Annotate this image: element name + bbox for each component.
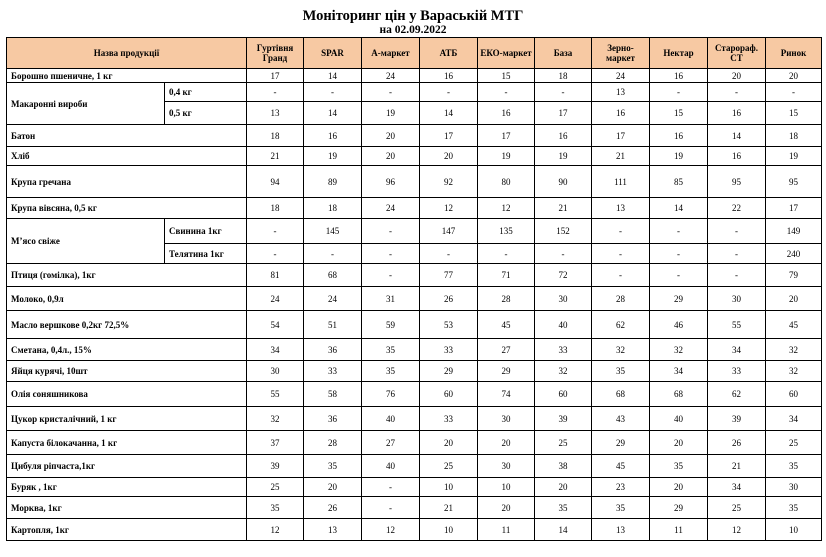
price-cell: 36 xyxy=(304,407,362,431)
product-variant: 0,4 кг xyxy=(165,83,247,102)
price-cell: 18 xyxy=(247,125,304,147)
product-name: Масло вершкове 0,2кг 72,5% xyxy=(7,311,247,339)
price-cell: 27 xyxy=(478,339,535,361)
price-cell: 34 xyxy=(708,339,766,361)
product-name: Хліб xyxy=(7,147,247,166)
price-cell: 145 xyxy=(304,219,362,244)
price-cell: 20 xyxy=(420,431,478,455)
price-cell: 62 xyxy=(592,311,650,339)
product-name: Птиця (гомілка), 1кг xyxy=(7,264,247,287)
price-cell: 36 xyxy=(304,339,362,361)
price-cell: - xyxy=(650,264,708,287)
table-row xyxy=(7,361,822,382)
price-cell: 60 xyxy=(420,382,478,407)
price-cell: - xyxy=(708,83,766,102)
price-cell: 135 xyxy=(478,219,535,244)
price-cell: 24 xyxy=(362,198,420,219)
price-cell: 45 xyxy=(766,311,822,339)
price-cell: 10 xyxy=(766,519,822,541)
price-cell: 15 xyxy=(766,102,822,125)
price-cell: 240 xyxy=(766,244,822,264)
price-cell: 20 xyxy=(766,69,822,83)
product-name: М’ясо свіже xyxy=(7,219,165,264)
table-row xyxy=(7,264,822,287)
product-name: Цукор кристалічний, 1 кг xyxy=(7,407,247,431)
price-cell: 17 xyxy=(247,69,304,83)
price-cell: 20 xyxy=(362,147,420,166)
price-cell: - xyxy=(247,219,304,244)
price-cell: 25 xyxy=(420,455,478,478)
price-cell: - xyxy=(478,244,535,264)
price-cell: 20 xyxy=(650,431,708,455)
price-cell: 31 xyxy=(362,287,420,311)
price-cell: 92 xyxy=(420,166,478,198)
price-cell: 58 xyxy=(304,382,362,407)
price-cell: 15 xyxy=(478,69,535,83)
price-cell: - xyxy=(535,83,592,102)
price-cell: 33 xyxy=(535,339,592,361)
price-cell: 32 xyxy=(766,361,822,382)
product-name: Морква, 1кг xyxy=(7,497,247,519)
price-cell: 14 xyxy=(650,198,708,219)
price-cell: 34 xyxy=(766,407,822,431)
price-cell: 30 xyxy=(766,478,822,497)
price-cell: 34 xyxy=(708,478,766,497)
price-cell: 16 xyxy=(304,125,362,147)
column-header: Ринок xyxy=(766,38,822,69)
price-cell: - xyxy=(708,244,766,264)
table-row xyxy=(7,69,822,83)
price-cell: 30 xyxy=(535,287,592,311)
price-cell: 13 xyxy=(592,198,650,219)
price-cell: 28 xyxy=(592,287,650,311)
price-cell: - xyxy=(708,219,766,244)
price-cell: 16 xyxy=(708,147,766,166)
price-cell: 35 xyxy=(592,361,650,382)
price-cell: 20 xyxy=(478,497,535,519)
price-cell: 76 xyxy=(362,382,420,407)
price-cell: 68 xyxy=(592,382,650,407)
price-cell: 54 xyxy=(247,311,304,339)
price-cell: 19 xyxy=(304,147,362,166)
column-header: ЕКО-маркет xyxy=(478,38,535,69)
table-row xyxy=(7,219,822,244)
price-cell: 27 xyxy=(362,431,420,455)
price-cell: - xyxy=(592,219,650,244)
price-cell: 30 xyxy=(478,407,535,431)
table-row xyxy=(7,455,822,478)
price-cell: 35 xyxy=(362,339,420,361)
price-cell: 14 xyxy=(535,519,592,541)
price-cell: 35 xyxy=(766,497,822,519)
price-cell: 79 xyxy=(766,264,822,287)
price-cell: 74 xyxy=(478,382,535,407)
price-cell: 12 xyxy=(362,519,420,541)
price-cell: 35 xyxy=(592,497,650,519)
price-cell: 21 xyxy=(247,147,304,166)
price-cell: - xyxy=(420,83,478,102)
price-cell: 89 xyxy=(304,166,362,198)
price-cell: 19 xyxy=(362,102,420,125)
price-cell: 26 xyxy=(420,287,478,311)
price-cell: 95 xyxy=(766,166,822,198)
price-cell: - xyxy=(650,219,708,244)
price-cell: 45 xyxy=(592,455,650,478)
price-cell: 16 xyxy=(420,69,478,83)
price-cell: 28 xyxy=(478,287,535,311)
price-cell: 45 xyxy=(478,311,535,339)
price-cell: 39 xyxy=(708,407,766,431)
price-cell: 32 xyxy=(535,361,592,382)
table-row xyxy=(7,311,822,339)
product-name: Картопля, 1кг xyxy=(7,519,247,541)
price-cell: 94 xyxy=(247,166,304,198)
price-cell: - xyxy=(535,244,592,264)
table-row xyxy=(7,478,822,497)
price-cell: 30 xyxy=(708,287,766,311)
price-cell: 16 xyxy=(708,102,766,125)
price-cell: 16 xyxy=(650,69,708,83)
table-row xyxy=(7,431,822,455)
price-cell: 35 xyxy=(247,497,304,519)
price-cell: 24 xyxy=(592,69,650,83)
price-cell: 24 xyxy=(362,69,420,83)
price-cell: 71 xyxy=(478,264,535,287)
product-name: Сметана, 0,4л., 15% xyxy=(7,339,247,361)
price-cell: - xyxy=(362,497,420,519)
price-cell: - xyxy=(304,244,362,264)
price-cell: 33 xyxy=(420,407,478,431)
price-cell: 18 xyxy=(304,198,362,219)
column-header: Назва продукції xyxy=(7,38,247,69)
price-cell: 46 xyxy=(650,311,708,339)
price-cell: 32 xyxy=(766,339,822,361)
price-cell: 14 xyxy=(304,102,362,125)
price-cell: 40 xyxy=(362,455,420,478)
price-cell: 30 xyxy=(478,455,535,478)
price-cell: 35 xyxy=(535,497,592,519)
price-cell: 19 xyxy=(478,147,535,166)
price-cell: 21 xyxy=(592,147,650,166)
table-row xyxy=(7,407,822,431)
price-cell: - xyxy=(362,219,420,244)
price-cell: 19 xyxy=(650,147,708,166)
price-cell: 17 xyxy=(478,125,535,147)
price-cell: 16 xyxy=(478,102,535,125)
column-header: А-маркет xyxy=(362,38,420,69)
price-cell: 11 xyxy=(478,519,535,541)
price-cell: - xyxy=(420,244,478,264)
price-cell: 35 xyxy=(304,455,362,478)
column-header: Старораф. СТ xyxy=(708,38,766,69)
price-cell: 32 xyxy=(592,339,650,361)
price-cell: - xyxy=(478,83,535,102)
price-cell: 13 xyxy=(592,83,650,102)
table-row xyxy=(7,125,822,147)
price-cell: 11 xyxy=(650,519,708,541)
price-cell: 95 xyxy=(708,166,766,198)
price-cell: 29 xyxy=(650,497,708,519)
price-cell: 30 xyxy=(247,361,304,382)
price-cell: 34 xyxy=(650,361,708,382)
price-cell: 90 xyxy=(535,166,592,198)
price-cell: 12 xyxy=(247,519,304,541)
price-cell: 17 xyxy=(535,102,592,125)
price-cell: 16 xyxy=(535,125,592,147)
price-cell: - xyxy=(362,264,420,287)
price-cell: 10 xyxy=(420,478,478,497)
price-cell: 25 xyxy=(766,431,822,455)
price-cell: 40 xyxy=(362,407,420,431)
price-cell: 12 xyxy=(478,198,535,219)
price-cell: 21 xyxy=(535,198,592,219)
price-cell: 24 xyxy=(247,287,304,311)
price-cell: 35 xyxy=(766,455,822,478)
price-cell: 20 xyxy=(650,478,708,497)
price-cell: 19 xyxy=(535,147,592,166)
price-cell: 72 xyxy=(535,264,592,287)
price-cell: 20 xyxy=(420,147,478,166)
price-cell: - xyxy=(362,478,420,497)
price-cell: - xyxy=(362,244,420,264)
price-cell: 16 xyxy=(650,125,708,147)
price-cell: 16 xyxy=(592,102,650,125)
price-cell: 23 xyxy=(592,478,650,497)
price-cell: 18 xyxy=(766,125,822,147)
price-cell: - xyxy=(766,83,822,102)
price-cell: 43 xyxy=(592,407,650,431)
price-cell: 60 xyxy=(766,382,822,407)
price-cell: 32 xyxy=(650,339,708,361)
price-cell: 25 xyxy=(708,497,766,519)
product-name: Капуста білокачанна, 1 кг xyxy=(7,431,247,455)
price-cell: 20 xyxy=(708,69,766,83)
product-variant: Свинина 1кг xyxy=(165,219,247,244)
price-cell: 21 xyxy=(708,455,766,478)
table-row xyxy=(7,497,822,519)
price-cell: 10 xyxy=(478,478,535,497)
price-cell: 40 xyxy=(535,311,592,339)
price-cell: 39 xyxy=(247,455,304,478)
price-cell: 10 xyxy=(420,519,478,541)
column-header: Нектар xyxy=(650,38,708,69)
price-cell: - xyxy=(362,83,420,102)
price-cell: 17 xyxy=(766,198,822,219)
price-cell: 29 xyxy=(592,431,650,455)
column-header: База xyxy=(535,38,592,69)
page-subtitle: на 02.09.2022 xyxy=(379,24,447,36)
price-cell: 14 xyxy=(708,125,766,147)
price-cell: 20 xyxy=(535,478,592,497)
price-cell: 26 xyxy=(304,497,362,519)
price-cell: 55 xyxy=(247,382,304,407)
price-cell: 62 xyxy=(708,382,766,407)
price-cell: 68 xyxy=(650,382,708,407)
price-cell: 81 xyxy=(247,264,304,287)
price-cell: 40 xyxy=(650,407,708,431)
price-cell: 35 xyxy=(362,361,420,382)
price-cell: 13 xyxy=(247,102,304,125)
price-cell: 68 xyxy=(304,264,362,287)
price-cell: 13 xyxy=(304,519,362,541)
table-row xyxy=(7,83,822,102)
product-name: Крупа гречана xyxy=(7,166,247,198)
column-header: АТБ xyxy=(420,38,478,69)
price-cell: 17 xyxy=(420,125,478,147)
price-cell: 33 xyxy=(304,361,362,382)
column-header: SPAR xyxy=(304,38,362,69)
price-cell: 20 xyxy=(766,287,822,311)
price-cell: 18 xyxy=(247,198,304,219)
price-cell: 15 xyxy=(650,102,708,125)
price-cell: 80 xyxy=(478,166,535,198)
price-cell: - xyxy=(247,244,304,264)
price-cell: 35 xyxy=(650,455,708,478)
price-cell: - xyxy=(708,264,766,287)
price-cell: 39 xyxy=(535,407,592,431)
price-cell: 20 xyxy=(304,478,362,497)
header-row xyxy=(7,38,822,69)
table-row xyxy=(7,339,822,361)
product-name: Батон xyxy=(7,125,247,147)
product-name: Макаронні вироби xyxy=(7,83,165,125)
product-name: Молоко, 0,9л xyxy=(7,287,247,311)
product-name: Яйця курячі, 10шт xyxy=(7,361,247,382)
price-cell: 38 xyxy=(535,455,592,478)
price-cell: - xyxy=(247,83,304,102)
table-row xyxy=(7,519,822,541)
product-name: Буряк , 1кг xyxy=(7,478,247,497)
price-cell: 14 xyxy=(304,69,362,83)
price-cell: 29 xyxy=(650,287,708,311)
price-cell: 152 xyxy=(535,219,592,244)
price-table xyxy=(6,37,822,541)
price-cell: 25 xyxy=(535,431,592,455)
price-cell: 37 xyxy=(247,431,304,455)
price-cell: 26 xyxy=(708,431,766,455)
price-cell: - xyxy=(592,244,650,264)
price-cell: 14 xyxy=(420,102,478,125)
price-cell: 51 xyxy=(304,311,362,339)
price-cell: 147 xyxy=(420,219,478,244)
price-cell: 19 xyxy=(766,147,822,166)
price-cell: 32 xyxy=(247,407,304,431)
price-cell: - xyxy=(592,264,650,287)
price-cell: 29 xyxy=(478,361,535,382)
price-cell: 17 xyxy=(592,125,650,147)
price-cell: 13 xyxy=(592,519,650,541)
price-cell: - xyxy=(650,83,708,102)
table-row xyxy=(7,198,822,219)
price-cell: 34 xyxy=(247,339,304,361)
product-variant: Телятина 1кг xyxy=(165,244,247,264)
price-cell: 24 xyxy=(304,287,362,311)
table-row xyxy=(7,382,822,407)
column-header: Гуртівня Гранд xyxy=(247,38,304,69)
column-header: Зерно-маркет xyxy=(592,38,650,69)
price-cell: 59 xyxy=(362,311,420,339)
price-cell: 20 xyxy=(362,125,420,147)
table-row xyxy=(7,147,822,166)
price-cell: 33 xyxy=(708,361,766,382)
table-row xyxy=(7,166,822,198)
price-cell: 33 xyxy=(420,339,478,361)
price-cell: - xyxy=(650,244,708,264)
page-title: Моніторинг цін у Вараській МТГ xyxy=(302,8,524,24)
price-cell: 22 xyxy=(708,198,766,219)
price-cell: 77 xyxy=(420,264,478,287)
price-cell: 28 xyxy=(304,431,362,455)
price-cell: 25 xyxy=(247,478,304,497)
product-name: Борошно пшеничне, 1 кг xyxy=(7,69,247,83)
price-cell: 18 xyxy=(535,69,592,83)
price-cell: 53 xyxy=(420,311,478,339)
product-name: Олія соняшникова xyxy=(7,382,247,407)
product-variant: 0,5 кг xyxy=(165,102,247,125)
price-cell: 149 xyxy=(766,219,822,244)
price-cell: 12 xyxy=(420,198,478,219)
price-cell: 21 xyxy=(420,497,478,519)
price-cell: 55 xyxy=(708,311,766,339)
table-row xyxy=(7,287,822,311)
price-cell: 20 xyxy=(478,431,535,455)
price-cell: 111 xyxy=(592,166,650,198)
price-cell: 96 xyxy=(362,166,420,198)
price-cell: 85 xyxy=(650,166,708,198)
price-cell: 60 xyxy=(535,382,592,407)
price-cell: - xyxy=(304,83,362,102)
product-name: Крупа вівсяна, 0,5 кг xyxy=(7,198,247,219)
price-cell: 12 xyxy=(708,519,766,541)
price-cell: 29 xyxy=(420,361,478,382)
product-name: Цибуля ріпчаста,1кг xyxy=(7,455,247,478)
